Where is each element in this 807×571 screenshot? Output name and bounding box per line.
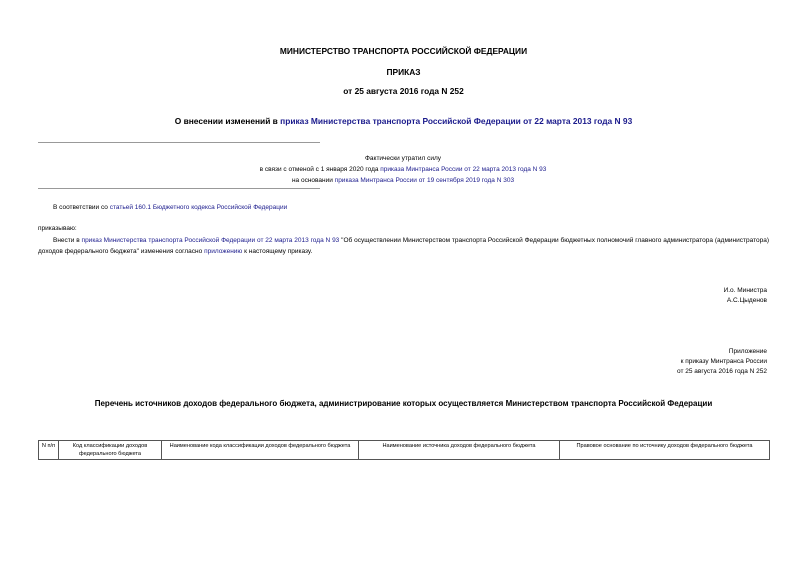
order-title-link[interactable]: приказ Министерства транспорта Российской Федерации от 22 марта 2013 года N 93 bbox=[280, 116, 633, 126]
order-word: приказываю: bbox=[38, 225, 77, 232]
divider-bottom bbox=[38, 188, 320, 189]
ministry-heading: МИНИСТЕРСТВО ТРАНСПОРТА РОССИЙСКОЙ ФЕДЕРАЦИИ bbox=[279, 46, 528, 56]
col-header-number: N п/п bbox=[39, 441, 59, 460]
status-line-1: Фактически утратил силу bbox=[364, 155, 442, 162]
table-header-row bbox=[39, 441, 770, 460]
signature-name: А.С.Цыденов bbox=[726, 297, 767, 304]
col-header-code: Код классификации доходов федерального бюджета bbox=[59, 441, 162, 460]
appendix-date: от 25 августа 2016 года N 252 bbox=[676, 368, 767, 375]
col-header-legal-basis: Правовое основание по источнику доходов федерального бюджета bbox=[560, 441, 770, 460]
signature-block bbox=[724, 286, 767, 306]
col-header-code-name: Наименование кода классификации доходов федерального бюджета bbox=[162, 441, 359, 460]
status-line-2: в связи с отменой с 1 января 2020 года приказа Минтранса России от 22 марта 2013 года N 93 bbox=[259, 166, 547, 173]
signature-role: И.о. Министра bbox=[723, 287, 767, 294]
status-line-3: на основании приказа Минтранса России от 19 сентября 2019 года N 303 bbox=[291, 177, 515, 184]
order-paragraph: Внести в приказ Министерства транспорта Российской Федерации от 22 марта 2013 года N 93 "Об осуществлении Министерством транспорта Российской Федерации бюджетных полномочий главного администратора (администратора) доходов федерального бюджета" изменения согласно приложению к настоящему приказу. bbox=[38, 237, 769, 255]
order-date: от 25 августа 2016 года N 252 bbox=[343, 86, 464, 96]
col-header-source-name: Наименование источника доходов федерального бюджета bbox=[359, 441, 560, 460]
para-order-link[interactable]: приказ Министерства транспорта Российской Федерации от 22 марта 2013 года N 93 bbox=[81, 237, 340, 244]
appendix-to-order: к приказу Минтранса России bbox=[680, 358, 767, 365]
doc-type: ПРИКАЗ bbox=[386, 67, 421, 77]
budget-code-link[interactable]: статьей 160.1 Бюджетного кодекса Российской Федерации bbox=[109, 204, 288, 211]
para-appendix-link[interactable]: приложению bbox=[204, 247, 243, 255]
appendix-header bbox=[677, 347, 767, 377]
order-title bbox=[0, 116, 807, 126]
status-link-1[interactable]: приказа Минтранса России от 22 марта 2013 года N 93 bbox=[380, 166, 547, 173]
appendix-label: Приложение bbox=[728, 348, 767, 355]
appendix-title: Перечень источников доходов федерального бюджета, администрирование которых осуществляется Министерством транспорта Российской Федерации bbox=[94, 399, 713, 408]
status-block bbox=[200, 153, 606, 186]
revenue-sources-table bbox=[38, 440, 770, 460]
order-title-prefix: О внесении изменений в bbox=[174, 116, 281, 126]
basis-line: В соответствии со статьей 160.1 Бюджетного кодекса Российской Федерации bbox=[53, 204, 288, 211]
divider-top bbox=[38, 142, 320, 143]
status-link-2[interactable]: приказа Минтранса России от 19 сентября 2019 года N 303 bbox=[334, 177, 515, 184]
